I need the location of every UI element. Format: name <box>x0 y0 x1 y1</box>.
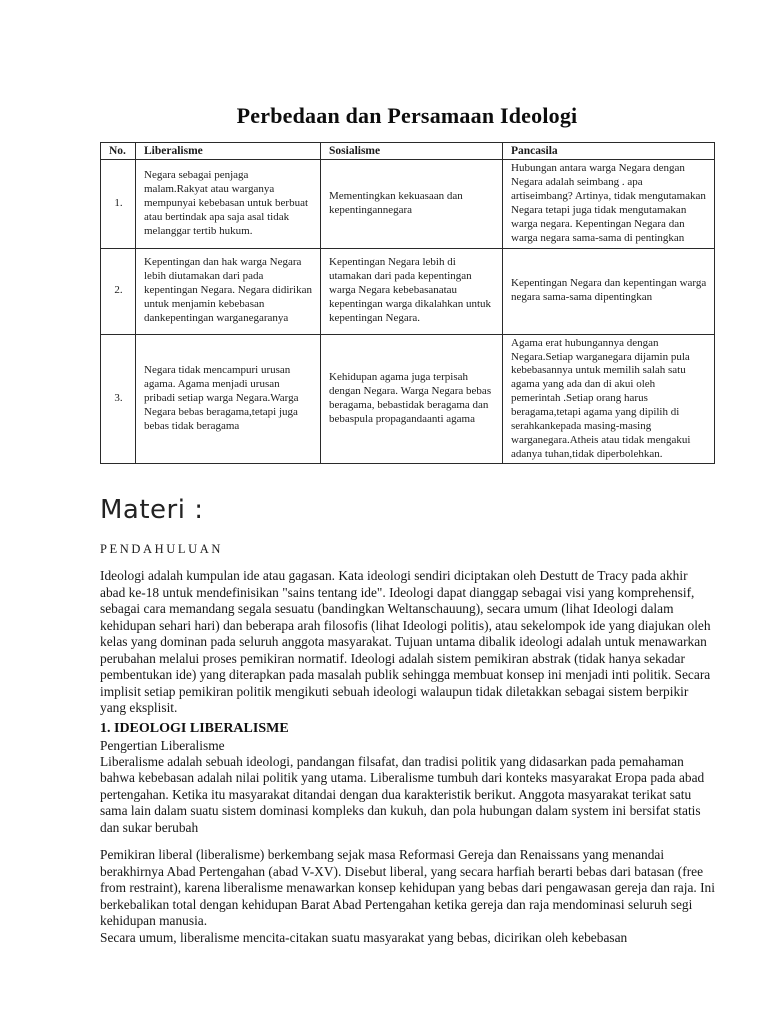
cell-row2-pancasila: Kepentingan Negara dan kepentingan warga negara sama-sama dipentingkan <box>503 248 715 334</box>
cell-row1-liberalisme: Negara sebagai penjaga malam.Rakyat atau warganya mempunyai kebebasan untuk berbuat atau bertindak apa saja asal tidak melanggar tertib hukum. <box>136 160 321 248</box>
col-header-liberalisme: Liberalisme <box>136 143 321 160</box>
section-1-heading: 1. IDEOLOGI LIBERALISME <box>100 720 289 736</box>
table-row <box>101 248 715 334</box>
liberalisme-paragraph-1: Liberalisme adalah sebuah ideologi, pandangan filsafat, dan tradisi politik yang didasarkan pada pemahaman bahwa kebebasan adalah nilai politik yang utama. Liberalisme tumbuh dari konteks masyarakat Eropa pada abad pertengahan. Ketika itu masyarakat ditandai dengan dua karakteristik berikut. Anggota masyarakat terikat satu sama lain dalam suatu sistem dominasi kompleks dan kukuh, dan pola hubungan dalam system ini bersifat statis dan sukar berubah <box>100 753 705 835</box>
cell-row1-no: 1. <box>101 160 136 248</box>
col-header-no: No. <box>101 143 136 160</box>
intro-paragraph: Ideologi adalah kumpulan ide atau gagasan. Kata ideologi sendiri diciptakan oleh Destutt de Tracy pada akhir abad ke-18 untuk mendefinisikan "sains tentang ide". Ideologi dapat dianggap sebagai visi yang komprehensif, sebagai cara memandang segala sesuatu (bandingkan Weltanschauung), secara umum (lihat Ideologi dalam kehidupan sehari hari) dan beberapa arah filosofis (lihat Ideologi politis), atau sekelompok ide yang diajukan oleh kelas yang dominan pada seluruh anggota masyarakat. Tujuan untama dibalik ideologi adalah untuk menawarkan perubahan melalui proses pemikiran normatif. Ideologi adalah sistem pemikiran abstrak (tidak hanya sekadar pembentukan ide) yang diterapkan pada masalah publik sehingga membuat konsep ini menjadi inti politik. Secara implisit setiap pemikiran politik mengikuti sebuah ideologi walaupun tidak diletakkan sebagai sistem berpikir yang eksplisit. <box>100 568 711 716</box>
col-header-sosialisme: Sosialisme <box>321 143 503 160</box>
cell-row3-sosialisme: Kehidupan agama juga terpisah dengan Negara. Warga Negara bebas beragama, bebastidak beragama dan bebaspula propagandaanti agama <box>321 334 503 464</box>
cell-row2-liberalisme: Kepentingan dan hak warga Negara lebih diutamakan dari pada kepentingan Negara. Negara didirikan untuk menjamin kebebasan dankepentingan warganegaranya <box>136 248 321 334</box>
ideology-comparison-table <box>100 142 715 464</box>
cell-row2-sosialisme: Kepentingan Negara lebih di utamakan dari pada kepentingan warga Negara kebebasanatau kepentingan warga dikalahkan untuk kepentingan Negara. <box>321 248 503 334</box>
cell-row1-sosialisme: Mementingkan kekuasaan dan kepentingannegara <box>321 160 503 248</box>
section-1-subheading: Pengertian Liberalisme <box>100 737 225 753</box>
cell-row3-no: 3. <box>101 334 136 464</box>
cell-row2-no: 2. <box>101 248 136 334</box>
cell-row3-liberalisme: Negara tidak mencampuri urusan agama. Agama menjadi urusan pribadi setiap warga Negara.Warga Negara bebas beragama,tetapi juga bebas tidak beragama <box>136 334 321 464</box>
liberalisme-paragraph-2: Pemikiran liberal (liberalisme) berkembang sejak masa Reformasi Gereja dan Renaissans yang menandai berakhirnya Abad Pertengahan (abad V-XV). Disebut liberal, yang secara harfiah berarti bebas dari batasan (free from restraint), karena liberalisme menawarkan konsep kehidupan yang bebas dari pengawasan gereja dan raja. Ini berkebalikan total dengan kehidupan Barat Abad Pertengahan ketika gereja dan raja mendominasi seluruh segi kehidupan manusia. <box>100 847 715 929</box>
table-header-row <box>101 143 715 160</box>
materi-heading: Materi : <box>100 495 204 526</box>
cell-row3-pancasila: Agama erat hubungannya dengan Negara.Setiap warganegara dijamin pula kebebasannya untuk memilih salah satu agama yang ada dan di akui oleh pemerintah .Setiap orang harus beragama,tetapi agama yang dipilih di serahkankepada masing-masing warganegara.Atheis atau tidak mengakui adanya tuhan,tidak diperbolehkan. <box>503 334 715 464</box>
table-row <box>101 160 715 248</box>
cell-row1-pancasila: Hubungan antara warga Negara dengan Negara adalah seimbang . apa artiseimbang? Artinya, tidak mengutamakan Negara tetapi juga tidak mengutamakan warga negara. Kepentingan Negara dan warga negara sama-sama di pentingkan <box>503 160 715 248</box>
col-header-pancasila: Pancasila <box>503 143 715 160</box>
table-row <box>101 334 715 464</box>
liberalisme-paragraph-3: Secara umum, liberalisme mencita-citakan suatu masyarakat yang bebas, dicirikan oleh kebebasan <box>100 929 628 945</box>
pendahuluan-heading: PENDAHULUAN <box>100 542 224 557</box>
document-title: Perbedaan dan Persamaan Ideologi <box>236 103 578 128</box>
